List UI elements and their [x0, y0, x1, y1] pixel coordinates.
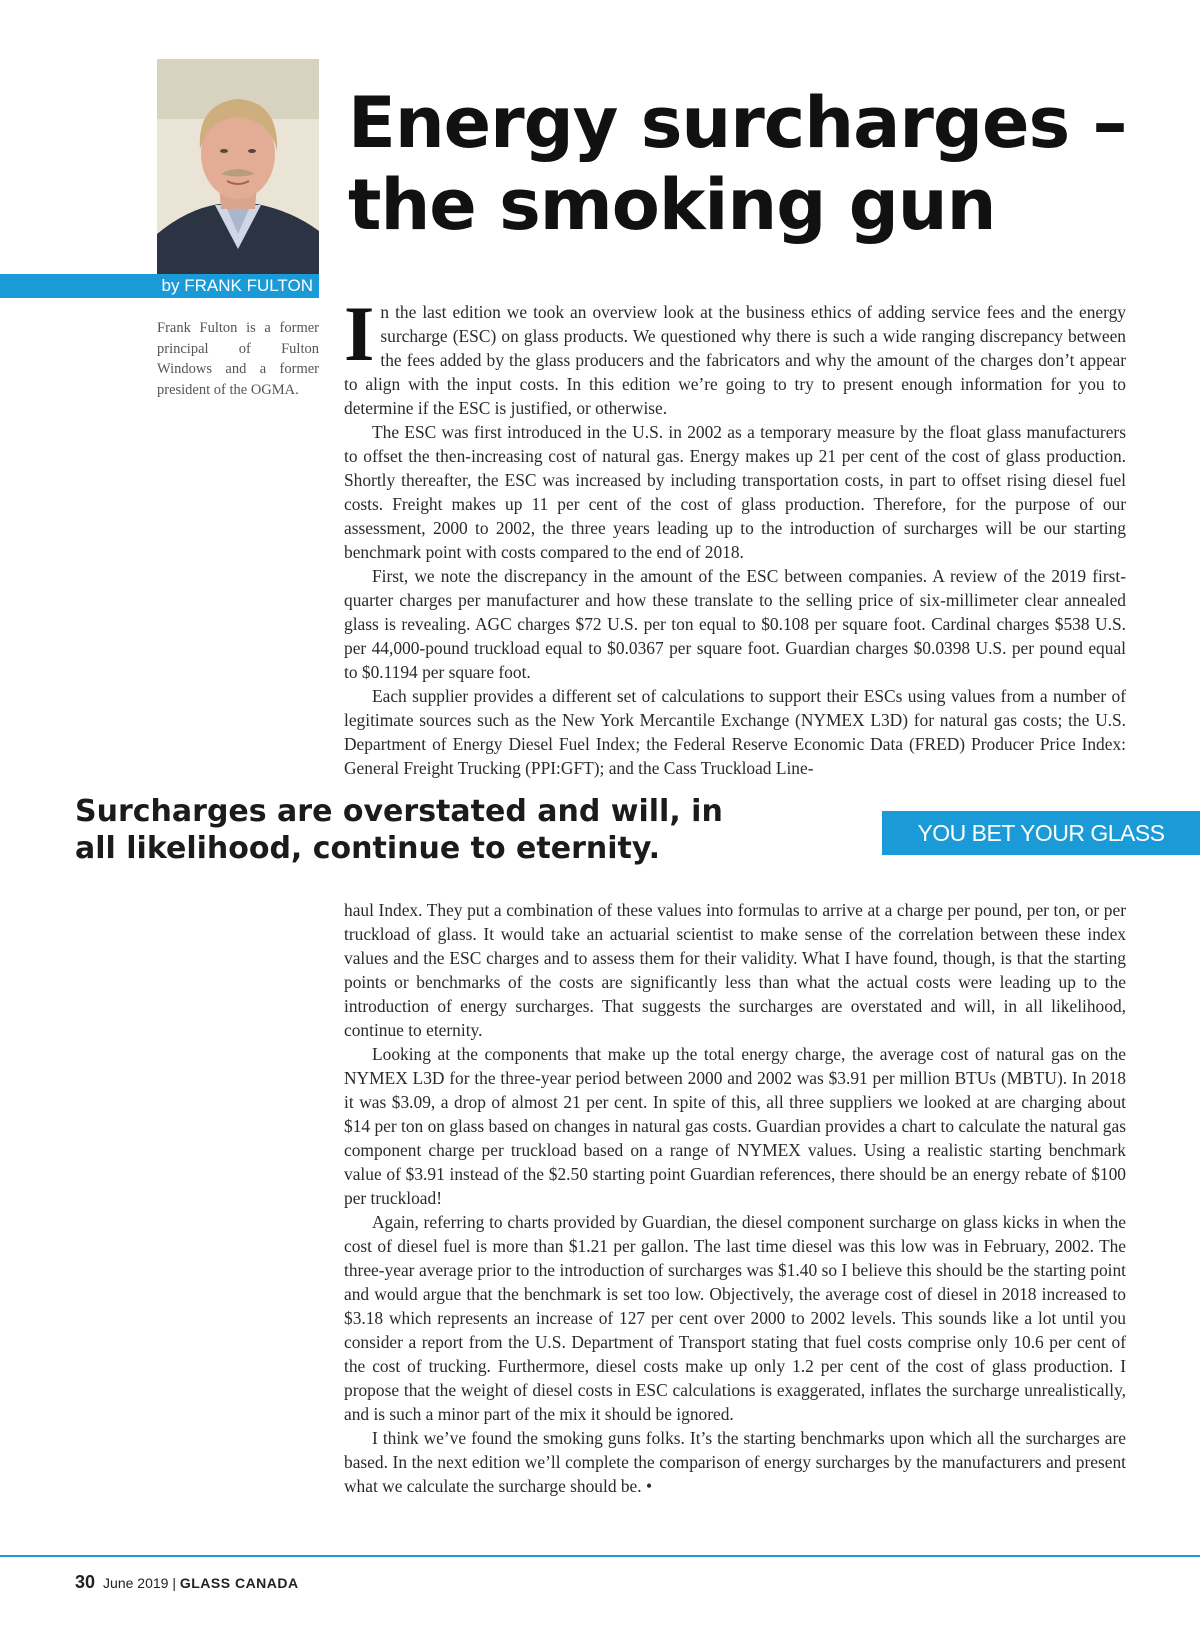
page-footer: [75, 1572, 299, 1593]
paragraph: [344, 290, 1126, 420]
magazine-name: GLASS CANADA: [179, 1575, 299, 1591]
paragraph: Looking at the components that make up the total energy charge, the average cost of natural gas on the NYMEX L3D for the three-year period between 2000 and 2002 was $3.91 per million BTUs (MBTU). In 2018 it was $3.09, a drop of almost 21 per cent. In spite of this, all three suppliers we looked at are charging about $14 per ton on glass based on changes in natural gas costs. Guardian provides a chart to calculate the natural gas component charge per truckload based on a range of NYMEX values. Using a realistic starting benchmark value of $3.91 instead of the $2.50 starting point Guardian references, there should be an energy rebate of $100 per truckload!: [344, 1044, 1126, 1208]
paragraph: Again, referring to charts provided by Guardian, the diesel component surcharge on glass kicks in when the cost of diesel fuel is more than $1.21 per gallon. The last time diesel was this low was in February, 2002. The three-year average prior to the introduction of surcharges was $1.40 so I believe this should be the starting point and would argue that the benchmark is set too low. Objectively, the average cost of diesel in 2018 increased to $3.18 which represents an increase of 127 per cent over 2000 to 2002 levels. This sounds like a lot until you consider a report from the U.S. Department of Transport stating that fuel costs comprise only 10.6 per cent of the cost of trucking. Furthermore, diesel costs make up only 1.2 per cent of the cost of glass production. I propose that the weight of diesel costs in ESC calculations is exaggerated, inflates the surcharge unrealistically, and is such a minor part of the mix it should be ignored.: [344, 1212, 1126, 1424]
paragraph: First, we note the discrepancy in the amount of the ESC between companies. A review of the 2019 first-quarter charges per manufacturer and how these translate to the selling price of six-millimeter clear annealed glass is revealing. AGC charges $72 U.S. per ton equal to $0.108 per square foot. Cardinal charges $538 U.S. per 44,000-pound truckload equal to $0.0367 per square foot. Guardian charges $0.0398 U.S. per pound equal to $0.1194 per square foot.: [344, 566, 1126, 682]
paragraph-text: n the last edition we took an overview look at the business ethics of adding service fees and the energy surcharge (ESC) on glass products. We questioned why there is such a wide ranging discrepancy between the fees added by the glass producers and the fabricators and why the amount of the charges don’t appear to align with the input costs. In this edition we’re going to try to present enough information for you to determine if the ESC is justified, or otherwise.: [344, 302, 1126, 418]
author-photo: [157, 59, 319, 274]
footer-rule: [0, 1555, 1200, 1557]
byline: by FRANK FULTON: [0, 274, 319, 298]
drop-cap: I: [344, 290, 375, 377]
article-title: Energy surcharges – the smoking gun: [348, 82, 1127, 246]
author-bio: Frank Fulton is a former principal of Fulton Windows and a former president of the OGMA.: [157, 320, 319, 398]
article-column-top: [344, 290, 1126, 780]
pull-quote: Surcharges are overstated and will, in all likelihood, continue to eternity.: [75, 794, 723, 866]
article-column-bottom: [344, 898, 1126, 1498]
paragraph: Each supplier provides a different set of calculations to support their ESCs using values from a number of legitimate sources such as the New York Mercantile Exchange (NYMEX L3D) for natural gas costs; the U.S. Department of Energy Diesel Fuel Index; the Federal Reserve Economic Data (FRED) Producer Price Index: General Freight Trucking (PPI:GFT); and the Cass Truckload Line-: [344, 686, 1126, 778]
column-name-banner: YOU BET YOUR GLASS: [882, 811, 1200, 855]
issue-date: June 2019 |: [103, 1575, 176, 1591]
paragraph: I think we’ve found the smoking guns folks. It’s the starting benchmarks upon which all the surcharges are based. In the next edition we’ll complete the comparison of energy surcharges by the manufacturers and present what we calculate the surcharge should be. •: [344, 1428, 1126, 1496]
paragraph: haul Index. They put a combination of these values into formulas to arrive at a charge per pound, per ton, or per truckload of glass. It would take an actuarial scientist to make sense of the correlation between these index values and the ESC charges and to assess them for their validity. What I have found, though, is that the starting points or benchmarks of the costs are significantly less than what the actual costs were leading up to the introduction of energy surcharges. That suggests the surcharges are overstated and will, in all likelihood, continue to eternity.: [344, 900, 1126, 1040]
page-number: 30: [75, 1572, 96, 1592]
paragraph: The ESC was first introduced in the U.S. in 2002 as a temporary measure by the float glass manufacturers to offset the then-increasing cost of natural gas. Energy makes up 21 per cent of the cost of glass production. Shortly thereafter, the ESC was increased by including transportation costs, in part to offset rising diesel fuel costs. Freight makes up 11 per cent of the cost of glass production. Therefore, for the purpose of our assessment, 2000 to 2002, the three years leading up to the introduction of surcharges will be our starting benchmark point with costs compared to the end of 2018.: [344, 422, 1126, 562]
